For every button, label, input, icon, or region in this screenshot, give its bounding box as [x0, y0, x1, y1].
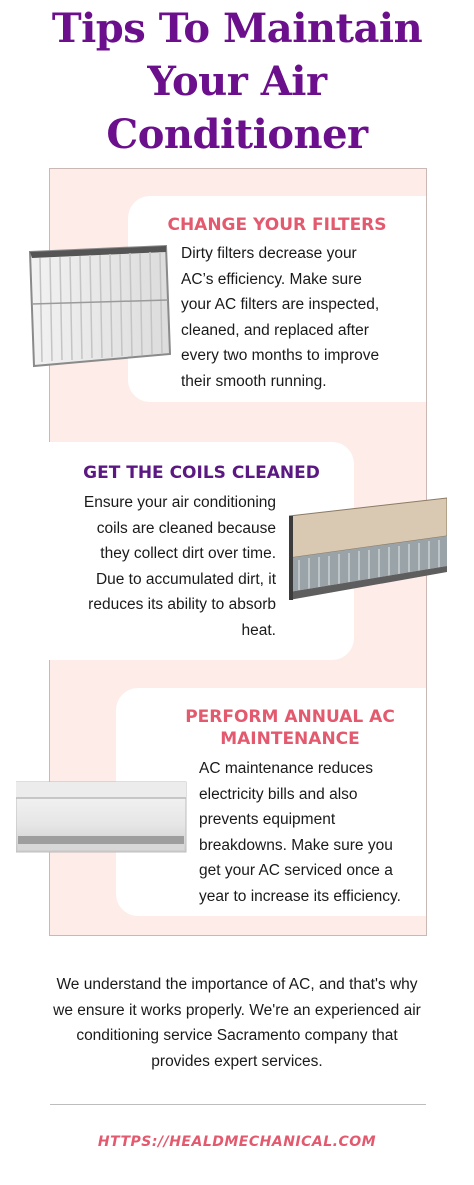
tip-heading-maintenance-line-1: PERFORM ANNUAL AC: [185, 707, 395, 727]
tip-line: every two months to improve: [181, 347, 380, 364]
tip-line: AC maintenance reduces: [199, 760, 374, 777]
tip-line: electricity bills and also: [199, 785, 358, 803]
tip-line: cleaned, and replaced after: [181, 321, 369, 339]
tip-text-coils: [52, 490, 276, 643]
tip-line: coils are cleaned because: [96, 519, 276, 537]
page-title: [0, 0, 474, 161]
tip-line: Dirty filters decrease your: [181, 245, 357, 262]
website-link[interactable]: HTTPS://HEALDMECHANICAL.COM: [97, 1134, 377, 1150]
closing-line: provides expert services.: [151, 1052, 323, 1070]
closing-line: conditioning service Sacramento company that: [76, 1027, 398, 1044]
tip-line: get your AC serviced once a: [199, 862, 393, 879]
tip-text-maintenance: [199, 756, 439, 909]
wall-ac-unit-image: [16, 778, 188, 856]
tip-heading-coils: GET THE COILS CLEANED: [83, 463, 320, 483]
tip-line: AC’s efficiency. Make sure: [181, 270, 362, 288]
closing-line: we ensure it works properly. We're an experienced air: [53, 1001, 421, 1019]
title-line-2: Your Air: [147, 58, 327, 105]
tip-heading-filters: CHANGE YOUR FILTERS: [167, 215, 387, 235]
closing-paragraph: [20, 972, 454, 1074]
tip-line: your AC filters are inspected,: [181, 296, 380, 313]
closing-line: We understand the importance of AC, and that's why: [56, 976, 418, 993]
tip-line: prevents equipment: [199, 811, 336, 828]
ac-coil-image: [289, 496, 447, 602]
tip-line: breakdowns. Make sure you: [199, 836, 393, 854]
tip-line: they collect dirt over time.: [100, 545, 276, 562]
tip-line: Ensure your air conditioning: [83, 494, 276, 511]
air-filter-image: [26, 244, 174, 372]
footer-divider: [50, 1104, 426, 1105]
tip-line: heat.: [241, 621, 276, 639]
tip-line: reduces its ability to absorb: [88, 596, 276, 613]
tip-heading-maintenance-line-2: MAINTENANCE: [220, 729, 360, 749]
tip-line: their smooth running.: [181, 372, 327, 390]
tip-line: year to increase its efficiency.: [199, 887, 401, 905]
tip-line: Due to accumulated dirt, it: [95, 570, 276, 588]
tip-heading-maintenance: [116, 706, 464, 750]
tip-text-filters: [181, 241, 426, 394]
title-line-1: Tips To Maintain: [51, 5, 423, 52]
title-line-3: Conditioner: [106, 111, 368, 158]
